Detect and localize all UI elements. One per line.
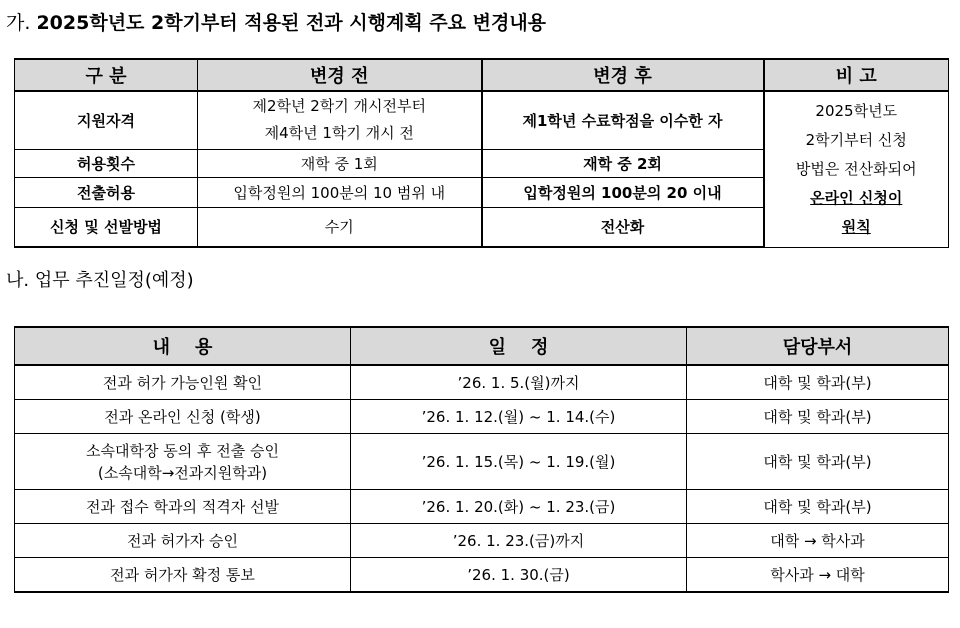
table-header-row	[15, 59, 949, 91]
row-label: 전출허용	[15, 177, 198, 207]
changes-table	[14, 58, 949, 248]
table-row	[15, 91, 949, 149]
row-label: 지원자격	[15, 91, 198, 149]
section-heading-schedule: 나. 업무 추진일정(예정)	[6, 270, 194, 291]
section-heading-changes	[6, 8, 546, 35]
section-title: 2025학년도 2학기부터 적용된 전과 시행계획 주요 변경내용	[36, 12, 547, 34]
row-label: 허용횟수	[15, 149, 198, 177]
cell-content: 전과 허가자 확정 통보	[15, 558, 351, 593]
cell-dept: 대학 → 학사과	[687, 524, 949, 558]
row-before: 수기	[198, 207, 482, 247]
row-before-line: 제4학년 1학기 개시 전	[264, 124, 414, 143]
header-dept: 담당부서	[687, 327, 949, 365]
table-row	[15, 434, 949, 490]
cell-dept: 대학 및 학과(부)	[687, 400, 949, 434]
row-before: 재학 중 1회	[198, 149, 482, 177]
header-before: 변경 전	[198, 59, 482, 91]
cell-schedule: ’26. 1. 15.(목) ~ 1. 19.(월)	[351, 434, 687, 490]
cell-schedule: ’26. 1. 5.(월)까지	[351, 365, 687, 400]
row-before-line: 제2학년 2학기 개시전부터	[252, 97, 427, 116]
note-line: 2025학년도	[815, 101, 898, 120]
table-row	[15, 365, 949, 400]
note-cell	[764, 91, 949, 247]
note-line: 2학기부터 신청	[805, 130, 907, 149]
cell-schedule: ’26. 1. 30.(금)	[351, 558, 687, 593]
table-row	[15, 490, 949, 524]
cell-content-line: 소속대학장 동의 후 전출 승인	[86, 441, 279, 460]
cell-schedule: ’26. 1. 23.(금)까지	[351, 524, 687, 558]
schedule-table	[14, 326, 949, 593]
table-header-row	[15, 327, 949, 365]
cell-content: 전과 접수 학과의 적격자 선발	[15, 490, 351, 524]
table-row	[15, 524, 949, 558]
table-row	[15, 558, 949, 593]
header-schedule: 일 정	[351, 327, 687, 365]
header-content: 내 용	[15, 327, 351, 365]
note-line: 방법은 전산화되어	[795, 159, 917, 178]
row-after: 입학정원의 100분의 20 이내	[482, 177, 764, 207]
cell-dept: 대학 및 학과(부)	[687, 365, 949, 400]
cell-dept: 학사과 → 대학	[687, 558, 949, 593]
cell-dept: 대학 및 학과(부)	[687, 490, 949, 524]
row-after: 재학 중 2회	[482, 149, 764, 177]
note-emphasis: 원칙	[841, 217, 871, 236]
cell-content: 전과 허가자 승인	[15, 524, 351, 558]
section-prefix: 가.	[6, 12, 31, 34]
cell-content	[15, 434, 351, 490]
cell-dept: 대학 및 학과(부)	[687, 434, 949, 490]
row-after: 제1학년 수료학점을 이수한 자	[482, 91, 764, 149]
header-category: 구 분	[15, 59, 198, 91]
cell-content-line: (소속대학→전과지원학과)	[97, 463, 268, 482]
row-before	[198, 91, 482, 149]
cell-schedule: ’26. 1. 12.(월) ~ 1. 14.(수)	[351, 400, 687, 434]
header-note: 비 고	[764, 59, 949, 91]
note-emphasis: 온라인 신청이	[810, 188, 903, 207]
header-after: 변경 후	[482, 59, 764, 91]
row-before: 입학정원의 100분의 10 범위 내	[198, 177, 482, 207]
cell-content: 전과 온라인 신청 (학생)	[15, 400, 351, 434]
cell-schedule: ’26. 1. 20.(화) ~ 1. 23.(금)	[351, 490, 687, 524]
cell-content: 전과 허가 가능인원 확인	[15, 365, 351, 400]
row-label: 신청 및 선발방법	[15, 207, 198, 247]
row-after: 전산화	[482, 207, 764, 247]
table-row	[15, 400, 949, 434]
